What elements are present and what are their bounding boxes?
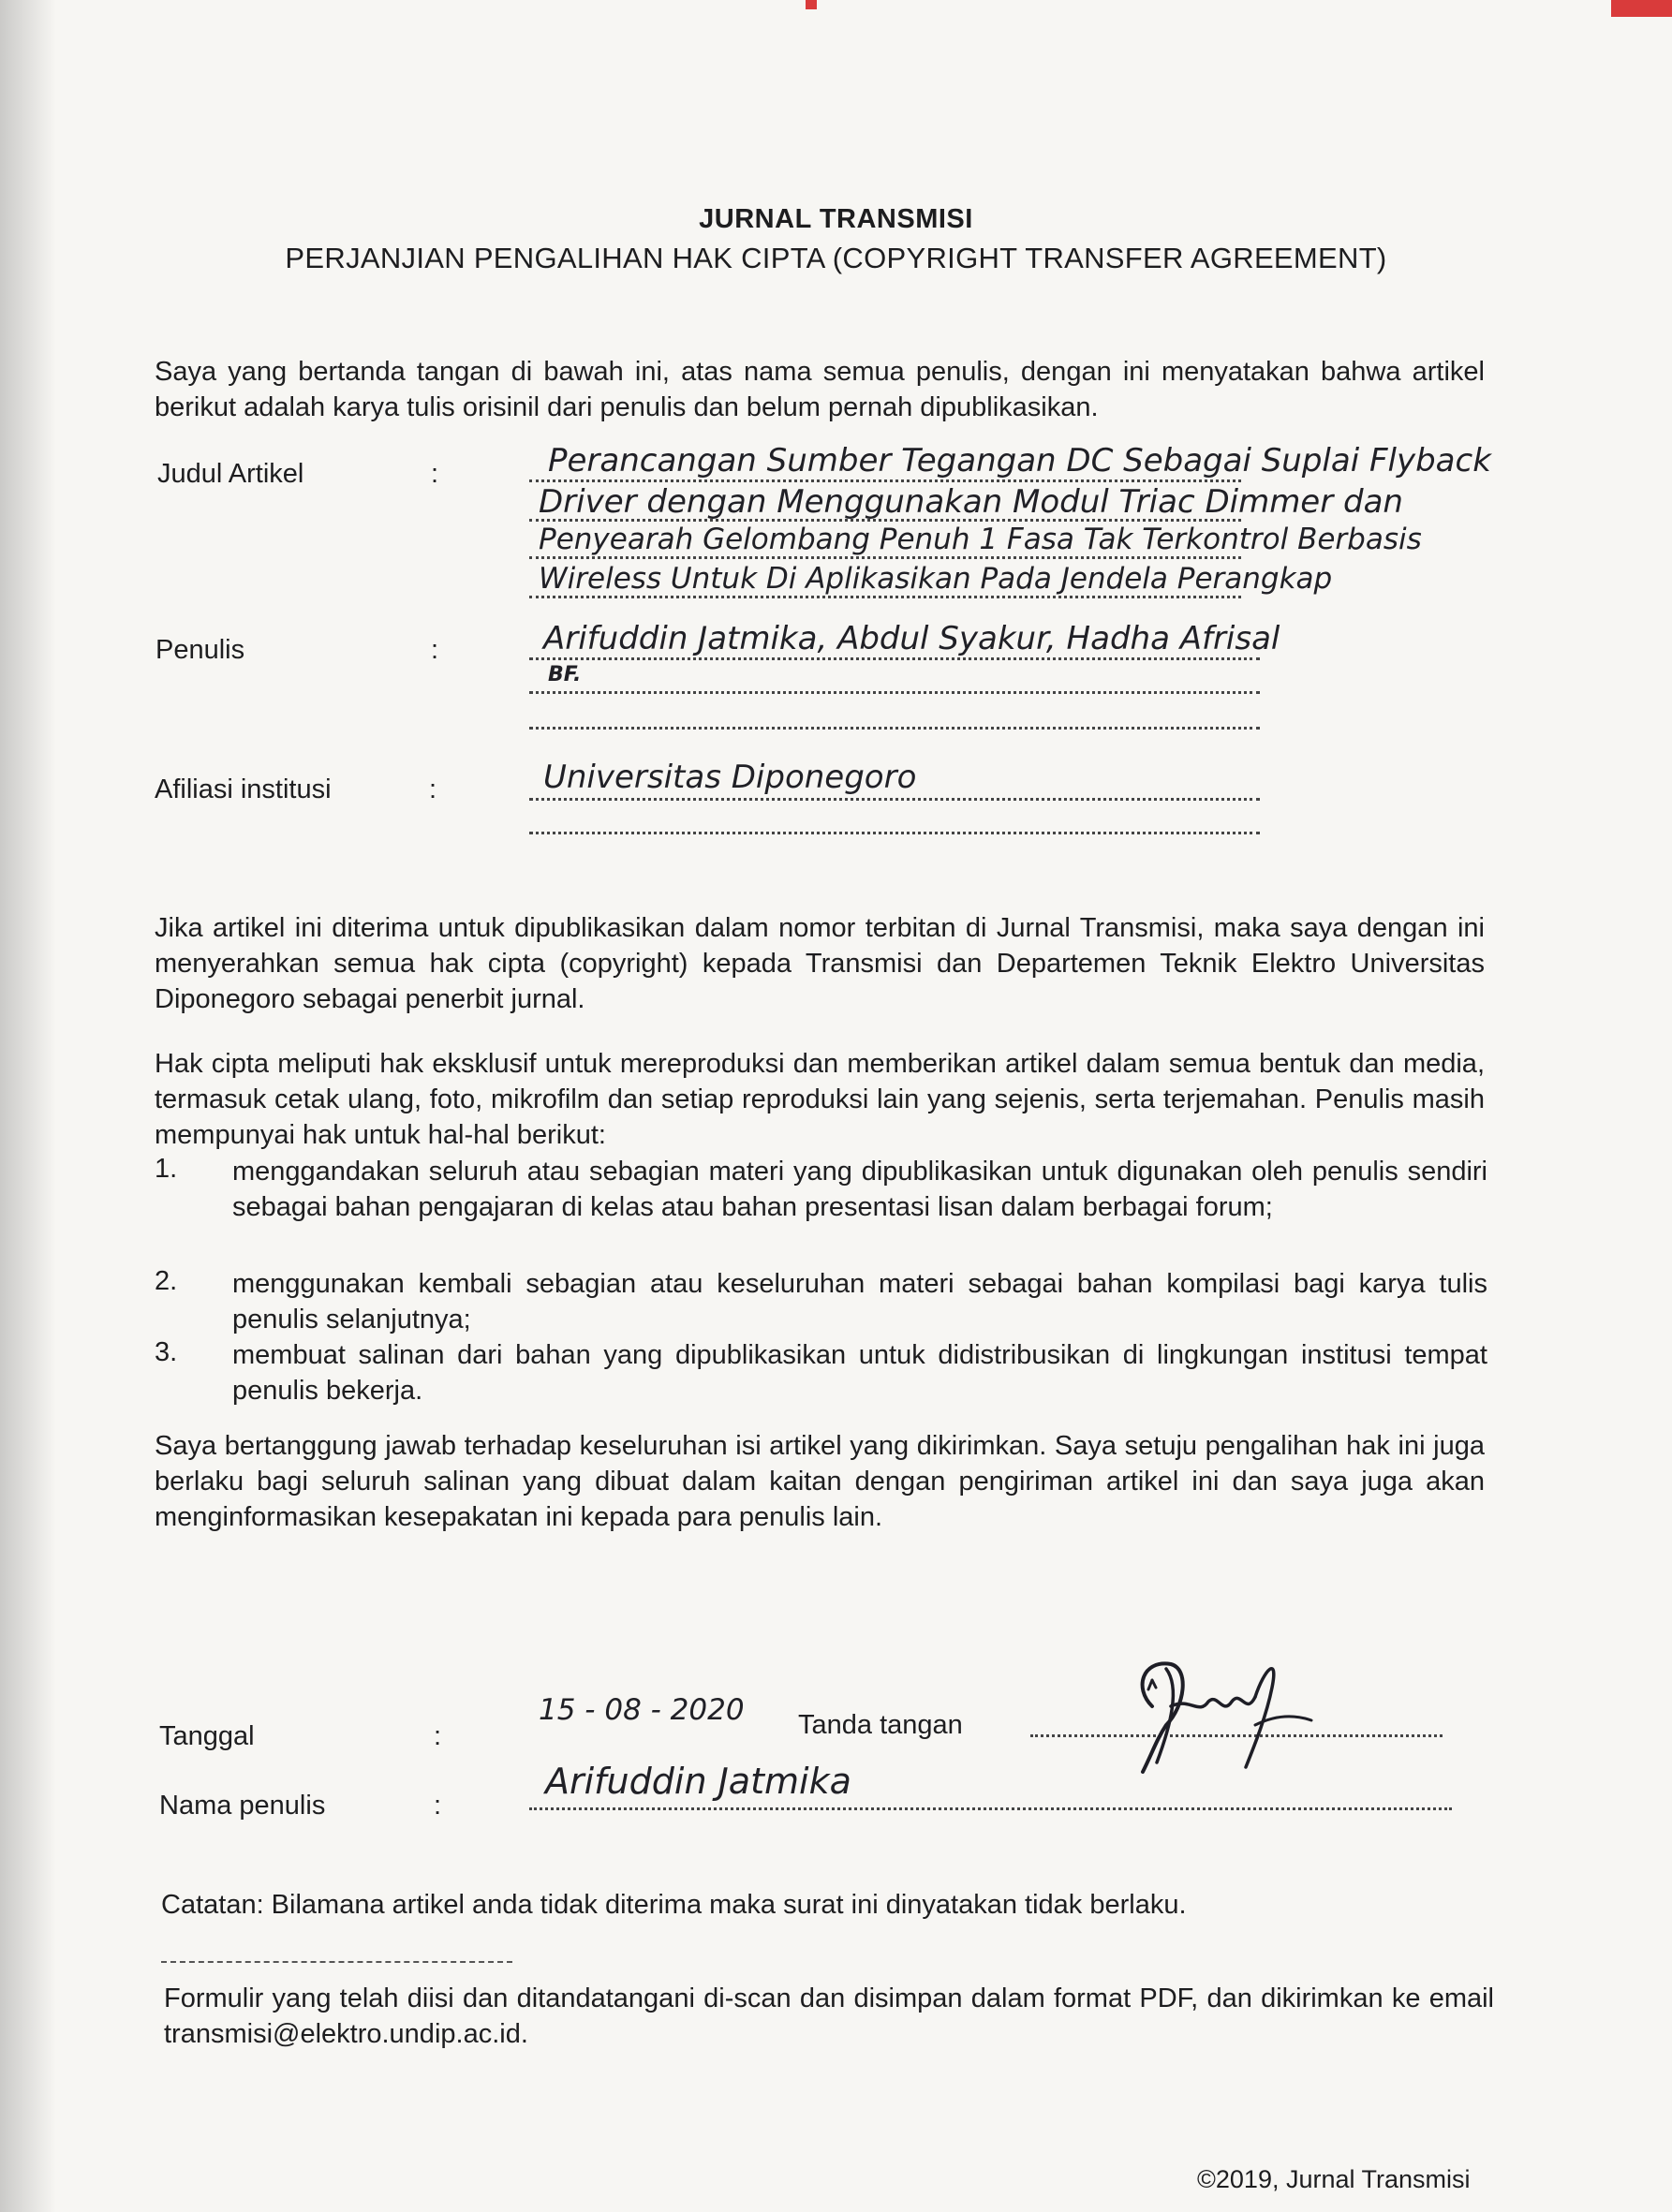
intro-paragraph: Saya yang bertanda tangan di bawah ini, atas nama semua penulis, dengan ini menyatakan bahwa artikel berikut adalah karya tulis orisinil dari penulis dan belum pernah dipublikasikan.: [155, 357, 1485, 422]
rights-paragraph: Hak cipta meliputi hak eksklusif untuk mereproduksi dan memberikan artikel dalam semua bentuk dan media, termasuk cetak ulang, foto, mikrofilm dan setiap reproduksi lain yang sejenis, serta terjemahan. Penulis masih mempunyai hak untuk hal-hal berikut:: [155, 1049, 1485, 1150]
tanda-tangan-label: Tanda tangan: [798, 1710, 963, 1740]
afiliasi-dotline-1: [529, 798, 1260, 801]
penulis-dotline-2: [529, 691, 1260, 694]
afiliasi-dotline-2: [529, 832, 1260, 834]
list-item-2: menggunakan kembali sebagian atau keseluruhan materi sebagai bahan kompilasi bagi karya tulis penulis selanjutnya;: [232, 1269, 1487, 1335]
scan-edge-shadow: [0, 0, 56, 2212]
afiliasi-colon: :: [429, 774, 437, 804]
judul-line-1: Perancangan Sumber Tegangan DC Sebagai Suplai Flyback: [548, 442, 1491, 479]
judul-dotline-3: [529, 556, 1241, 559]
list-number-1: 1.: [155, 1154, 178, 1184]
penulis-dotline-1: [529, 657, 1260, 660]
journal-title: JURNAL TRANSMISI: [699, 204, 973, 234]
tanggal-label: Tanggal: [159, 1721, 255, 1751]
agreement-title: PERJANJIAN PENGALIHAN HAK CIPTA (COPYRIGHT TRANSFER AGREEMENT): [285, 242, 1387, 274]
footer-instructions: Formulir yang telah diisi dan ditandatangani di-scan dan disimpan dalam format PDF, dan dikirimkan ke email transmisi@elektro.undip.ac.id.: [164, 1983, 1494, 2049]
judul-line-4: Wireless Untuk Di Aplikasikan Pada Jendela Perangkap: [539, 562, 1333, 596]
list-item-3: membuat salinan dari bahan yang dipublikasikan untuk didistribusikan di lingkungan institusi tempat penulis bekerja.: [232, 1340, 1487, 1406]
nama-penulis-label: Nama penulis: [159, 1791, 326, 1821]
penulis-label: Penulis: [155, 635, 245, 665]
judul-colon: :: [431, 459, 439, 489]
nama-dotline: [529, 1807, 1452, 1810]
tanggal-value: 15 - 08 - 2020: [539, 1693, 745, 1727]
red-margin-mark: [806, 0, 817, 9]
afiliasi-label: Afiliasi institusi: [155, 774, 332, 804]
judul-line-2: Driver dengan Menggunakan Modul Triac Dimmer dan: [539, 483, 1403, 521]
copyright-notice: ©2019, Jurnal Transmisi: [1197, 2165, 1471, 2193]
red-corner-mark: [1611, 0, 1672, 17]
penulis-line-2: BF.: [548, 663, 582, 686]
nama-colon: :: [434, 1791, 442, 1821]
handwritten-signature: [1115, 1650, 1321, 1781]
catatan-note: Catatan: Bilamana artikel anda tidak diterima maka surat ini dinyatakan tidak berlaku.: [161, 1890, 1187, 1920]
responsibility-paragraph: Saya bertanggung jawab terhadap keseluruhan isi artikel yang dikirimkan. Saya setuju pengalihan hak ini juga berlaku bagi seluruh salinan yang dibuat dalam kaitan dengan pengiriman artikel ini dan saya juga akan menginformasikan kesepakatan ini kepada para penulis lain.: [155, 1431, 1485, 1532]
judul-label: Judul Artikel: [157, 459, 304, 489]
judul-dotline-1: [529, 479, 1241, 482]
judul-line-3: Penyearah Gelombang Penuh 1 Fasa Tak Terkontrol Berbasis: [539, 523, 1422, 556]
footnote-rule: [161, 1961, 512, 1963]
publish-paragraph: Jika artikel ini diterima untuk dipublikasikan dalam nomor terbitan di Jurnal Transmisi, maka saya dengan ini menyerahkan semua hak cipta (copyright) kepada Transmisi dan Departemen Teknik Elektro Universitas Diponegoro sebagai penerbit jurnal.: [155, 913, 1485, 1014]
judul-dotline-4: [529, 596, 1241, 598]
judul-dotline-2: [529, 519, 1241, 522]
list-item-1: menggandakan seluruh atau sebagian materi yang dipublikasikan untuk digunakan oleh penulis sendiri sebagai bahan pengajaran di kelas atau bahan presentasi lisan dalam berbagai forum;: [232, 1157, 1487, 1222]
penulis-dotline-3: [529, 727, 1260, 730]
list-number-3: 3.: [155, 1337, 178, 1367]
nama-penulis-value: Arifuddin Jatmika: [545, 1761, 851, 1802]
penulis-line-1: Arifuddin Jatmika, Abdul Syakur, Hadha Afrisal: [543, 620, 1280, 657]
afiliasi-value: Universitas Diponegoro: [543, 759, 917, 796]
tanggal-colon: :: [434, 1721, 442, 1751]
penulis-colon: :: [431, 635, 439, 665]
list-number-2: 2.: [155, 1266, 178, 1296]
